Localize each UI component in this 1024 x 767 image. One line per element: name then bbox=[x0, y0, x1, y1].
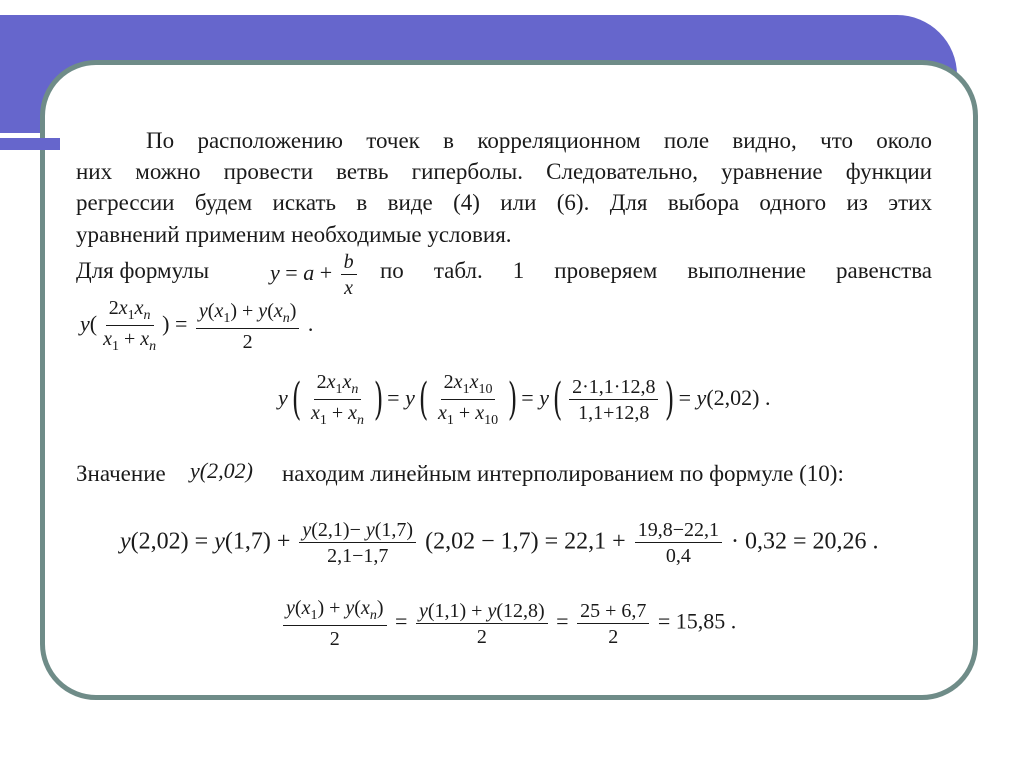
paragraph-1-line-4: уравнений применим необходимые условия. bbox=[76, 222, 512, 247]
paragraph-1-line-1: По расположению точек в корреляционном поле видно, что около bbox=[146, 128, 932, 153]
paragraph-3-value: y(2,02) bbox=[190, 458, 253, 483]
interpolation-formula: y(2,02) = y(1,7) + $\frac{y(2,1)- y(1,7)}{2,1-1,7}$ (2,02 − 1,7) = 22,1 + $\frac{19,8-22,1}{0,4}$ · 0,32 = 20,26 . bbox=[120, 519, 879, 567]
paragraph-1-line-2: них можно провести ветвь гиперболы. Следовательно, уравнение функции bbox=[76, 159, 932, 184]
hyperbola-formula: y = a + $\frac{b}{x}$ bbox=[270, 252, 360, 298]
paragraph-2-tail: по табл. 1 проверяем выполнение равенства bbox=[380, 258, 932, 283]
accent-bar bbox=[0, 138, 60, 150]
substitution-formula: y( $\frac{2x_1x_n}{x_1 + x_n}$ ) = y( $\frac{2x_1x_{10}}{x_1 + x_{10}}$ ) = y( $\frac{2\cdot 1,1\cdot 12,8}{1,1+12,8}$ ) = y(2,02) . bbox=[278, 371, 771, 428]
paragraph-3-lead: Значение bbox=[76, 461, 166, 486]
equality-condition-formula: y( $\frac{2x_1x_n}{x_1 + x_n}$ ) = $\frac{y(x_1) + y(x_n)}{2}$ . bbox=[80, 297, 314, 354]
paragraph-1-line-3: регрессии будем искать в виде (4) или (6). Для выбора одного из этих bbox=[76, 190, 932, 215]
mean-formula: $\frac{y(x_1) + y(x_n)}{2}$ = $\frac{y(1,1) + y(12,8)}{2}$ = $\frac{25 + 6,7}{2}$ = 15,85 . bbox=[280, 598, 736, 649]
paragraph-2-lead: Для формулы bbox=[76, 258, 210, 283]
paragraph-3-tail: находим линейным интерполированием по формуле (10): bbox=[282, 461, 844, 486]
